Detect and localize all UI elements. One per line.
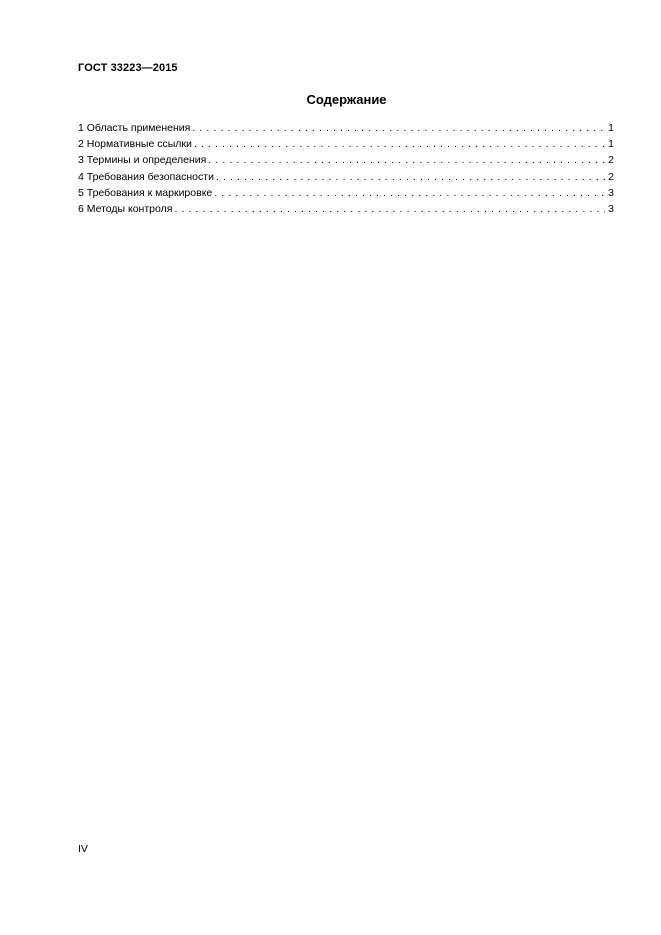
- toc-entry[interactable]: [78, 201, 614, 217]
- toc-entry-label: 6 Методы контроля: [78, 202, 173, 215]
- toc-leader-dots: [174, 201, 605, 217]
- toc-entry[interactable]: [78, 152, 614, 168]
- toc-entry-page: 1: [608, 138, 614, 151]
- toc-leader-dots: [216, 169, 605, 185]
- document-header: ГОСТ 33223—2015: [78, 62, 178, 74]
- table-of-contents: [78, 120, 614, 217]
- toc-entry-page: 3: [608, 202, 614, 215]
- toc-title-text: Содержание: [306, 92, 387, 107]
- toc-leader-dots: [194, 136, 605, 152]
- toc-entry[interactable]: [78, 136, 614, 152]
- toc-leader-dots: [214, 185, 605, 201]
- toc-leader-dots: [208, 152, 605, 168]
- toc-entry-page: 2: [608, 170, 614, 183]
- toc-entry-page: 3: [608, 186, 614, 199]
- toc-entry-label: 2 Нормативные ссылки: [78, 138, 192, 151]
- toc-entry-label: 1 Область применения: [78, 122, 191, 134]
- toc-entry[interactable]: [78, 169, 614, 185]
- toc-title: [0, 92, 661, 107]
- toc-entry[interactable]: [78, 185, 614, 201]
- toc-entry[interactable]: [78, 120, 614, 136]
- toc-entry-label: 5 Требования к маркировке: [78, 186, 213, 199]
- toc-leader-dots: [192, 120, 605, 136]
- toc-entry-page: 2: [608, 154, 614, 167]
- toc-entry-label: 3 Термины и определения: [78, 154, 207, 167]
- page-number: IV: [78, 843, 88, 855]
- toc-entry-page: 1: [608, 122, 614, 134]
- toc-entry-label: 4 Требования безопасности: [78, 170, 214, 183]
